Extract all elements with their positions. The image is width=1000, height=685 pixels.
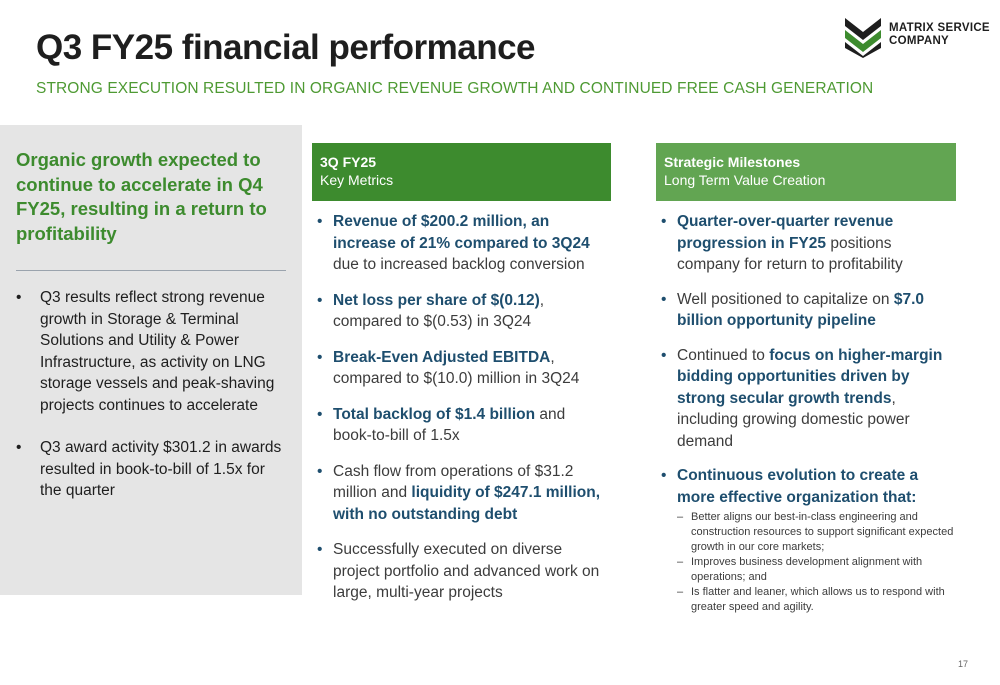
milestone-sublist: [677, 510, 956, 615]
logo-line-1: MATRIX SERVICE: [889, 22, 990, 34]
page-subtitle: STRONG EXECUTION RESULTED IN ORGANIC REVENUE GROWTH AND CONTINUED FREE CASH GENERATION: [36, 80, 874, 97]
page-title: Q3 FY25 financial performance: [36, 28, 536, 67]
metric-item: • Total backlog of $1.4 billion and book-to-bill of 1.5x: [312, 404, 607, 447]
milestones-subtitle: Long Term Value Creation: [664, 172, 826, 188]
milestone-subitem: – Is flatter and leaner, which allows us to respond with greater speed and agility.: [677, 585, 956, 615]
milestone-item: • Quarter-over-quarter revenue progression in FY25 positions company for return to profitability: [656, 211, 956, 276]
milestone-subitem: – Better aligns our best-in-class engineering and construction resources to support significant expected growth in our core markets;: [677, 510, 956, 555]
left-heading: Organic growth expected to continue to accelerate in Q4 FY25, resulting in a return to profitability: [16, 149, 267, 244]
milestones-header: [656, 143, 956, 201]
left-bullet-list: [16, 287, 288, 523]
key-metrics-header: [312, 143, 611, 201]
company-logo: [843, 16, 988, 60]
key-metrics-title: 3Q FY25: [320, 154, 377, 170]
logo-line-2: COMPANY: [889, 35, 950, 47]
key-metrics-list: [312, 211, 607, 618]
left-bullet-item: • Q3 results reflect strong revenue growth in Storage & Terminal Solutions and Utility & Power Infrastructure, as activity on LNG storage vessels and peak-shaving projects continues to accelerate: [16, 287, 288, 416]
milestone-item: • Continued to focus on higher-margin bidding opportunities driven by strong secular growth trends, including growing domestic power demand: [656, 345, 956, 453]
matrix-logo-icon: [843, 16, 883, 58]
milestones-title: Strategic Milestones: [664, 154, 801, 170]
milestone-item: • Well positioned to capitalize on $7.0 billion opportunity pipeline: [656, 289, 956, 332]
left-bullet-item: • Q3 award activity $301.2 in awards resulted in book-to-bill of 1.5x for the quarter: [16, 437, 288, 502]
milestones-list: [656, 211, 956, 628]
milestone-item: • Continuous evolution to create a more effective organization that: – Better aligns our best-in-class engineering and construction resources to support significant expected growth in our core markets; – Improves business development alignment with operations; and – Is flatter and leaner, which allows us to respond with greater speed and agility.: [656, 465, 956, 615]
milestone-subitem: – Improves business development alignment with operations; and: [677, 555, 956, 585]
metric-item: • Break-Even Adjusted EBITDA, compared to $(10.0) million in 3Q24: [312, 347, 607, 390]
metric-item: • Net loss per share of $(0.12), compared to $(0.53) in 3Q24: [312, 290, 607, 333]
key-metrics-subtitle: Key Metrics: [320, 172, 394, 188]
page-number: 17: [958, 659, 969, 669]
metric-item: • Successfully executed on diverse project portfolio and advanced work on large, multi-year projects: [312, 539, 607, 604]
metric-item: • Revenue of $200.2 million, an increase of 21% compared to 3Q24 due to increased backlog conversion: [312, 211, 607, 276]
metric-item: • Cash flow from operations of $31.2 million and liquidity of $247.1 million, with no outstanding debt: [312, 461, 607, 526]
divider: [16, 270, 286, 271]
